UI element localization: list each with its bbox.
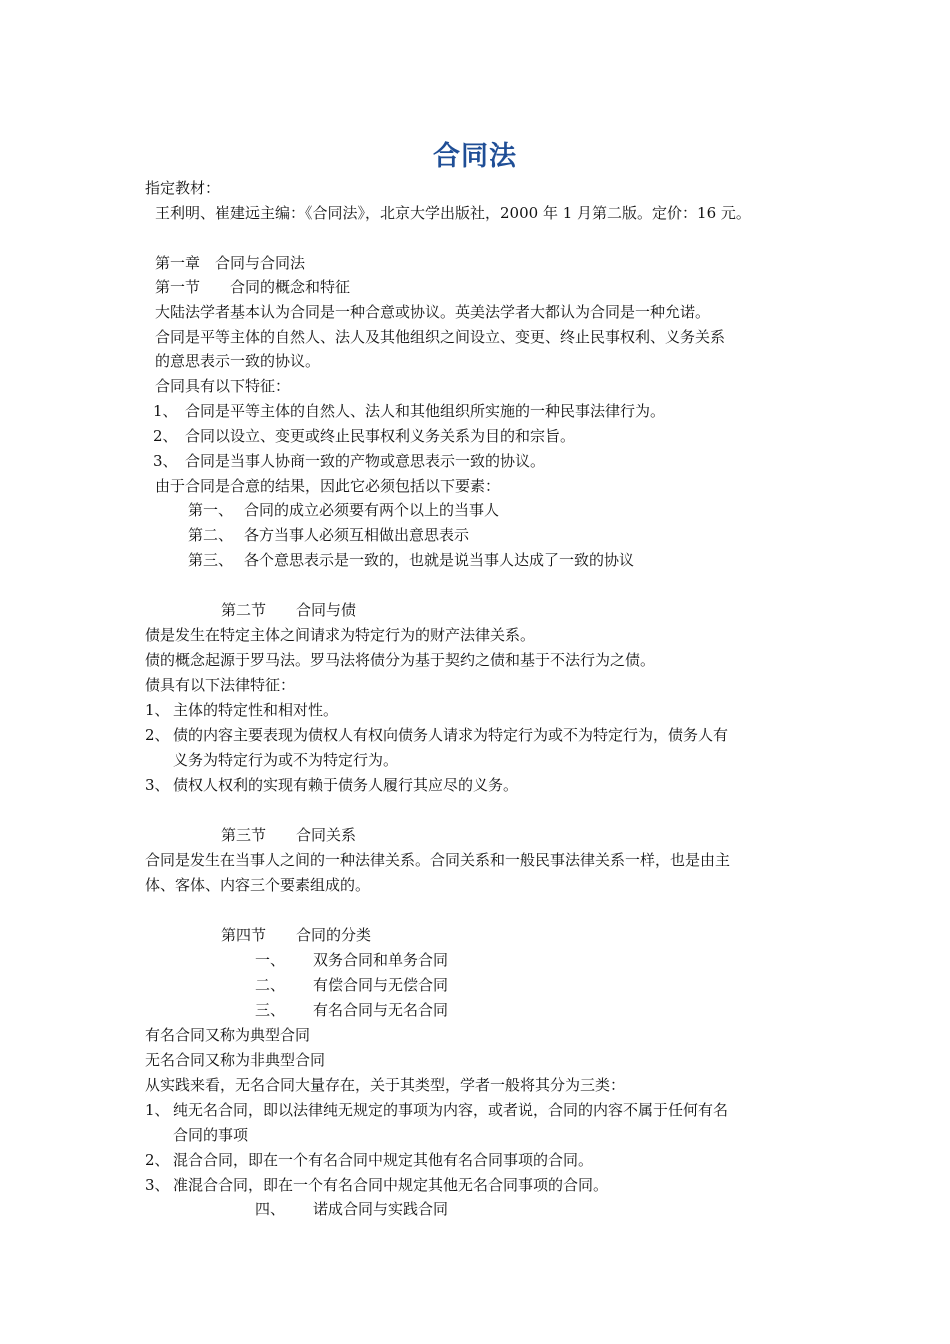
list-number: 一、: [255, 951, 286, 969]
list-number: 1、: [145, 701, 170, 719]
list-text: 纯无名合同，即以法律纯无规定的事项为内容，或者说，合同的内容不属于任何有名: [173, 1101, 729, 1119]
list-text: 准混合合同，即在一个有名合同中规定其他无名合同事项的合同。: [173, 1176, 609, 1194]
section2-paragraph-1: 债是发生在特定主体之间请求为特定行为的财产法律关系。: [145, 626, 536, 644]
list-number: 第二、: [188, 526, 234, 544]
list-number: 3、: [145, 1176, 170, 1194]
textbook-citation: 王利明、崔建远主编：《合同法》，北京大学出版社，2000 年 1 月第二版。定价：16 元。: [155, 204, 751, 222]
section2-heading: 第二节 合同与债: [221, 601, 357, 619]
list-number: 3、: [153, 452, 178, 470]
list-number: 2、: [145, 1151, 170, 1169]
section2-paragraph-2: 债的概念起源于罗马法。罗马法将债分为基于契约之债和基于不法行为之债。: [145, 651, 656, 669]
list-text: 各方当事人必须互相做出意思表示: [244, 526, 470, 544]
list-number: 第三、: [188, 551, 234, 569]
list-text: 债权人权利的实现有赖于债务人履行其应尽的义务。: [173, 776, 519, 794]
section1-paragraph-1: 大陆法学者基本认为合同是一种合意或协议。英美法学者大都认为合同是一种允诺。: [155, 303, 711, 321]
list-text: 主体的特定性和相对性。: [173, 701, 339, 719]
list-number: 二、: [255, 976, 286, 994]
list-number: 2、: [145, 726, 170, 744]
section4-paragraph-1: 有名合同又称为典型合同: [145, 1026, 311, 1044]
section1-heading: 第一节 合同的概念和特征: [155, 278, 351, 296]
list-number: 四、: [255, 1200, 286, 1218]
list-number: 1、: [153, 402, 178, 420]
list-continuation: 义务为特定行为或不为特定行为。: [173, 751, 399, 769]
list-number: 3、: [145, 776, 170, 794]
list-number: 三、: [255, 1001, 286, 1019]
list-text: 诺成合同与实践合同: [313, 1200, 449, 1218]
chapter-heading: 第一章 合同与合同法: [155, 254, 306, 272]
textbook-label: 指定教材：: [145, 179, 221, 197]
section1-paragraph-2-line2: 的意思表示一致的协议。: [155, 352, 321, 370]
list-text: 有偿合同与无偿合同: [313, 976, 449, 994]
section2-features-intro: 债具有以下法律特征：: [145, 676, 296, 694]
section3-heading: 第三节 合同关系: [221, 826, 357, 844]
list-text: 合同的成立必须要有两个以上的当事人: [244, 501, 500, 519]
list-text: 合同是平等主体的自然人、法人和其他组织所实施的一种民事法律行为。: [185, 402, 666, 420]
list-continuation: 合同的事项: [173, 1126, 249, 1144]
features-intro: 合同具有以下特征：: [155, 377, 291, 395]
list-number: 2、: [153, 427, 178, 445]
list-text: 债的内容主要表现为债权人有权向债务人请求为特定行为或不为特定行为，债务人有: [173, 726, 729, 744]
list-text: 合同以设立、变更或终止民事权利义务关系为目的和宗旨。: [185, 427, 576, 445]
list-number: 第一、: [188, 501, 234, 519]
section1-paragraph-2-line1: 合同是平等主体的自然人、法人及其他组织之间设立、变更、终止民事权利、义务关系: [155, 328, 726, 346]
list-text: 有名合同与无名合同: [313, 1001, 449, 1019]
section4-paragraph-2: 无名合同又称为非典型合同: [145, 1051, 326, 1069]
list-text: 混合合同，即在一个有名合同中规定其他有名合同事项的合同。: [173, 1151, 594, 1169]
section3-paragraph-line1: 合同是发生在当事人之间的一种法律关系。合同关系和一般民事法律关系一样，也是由主: [145, 851, 731, 869]
section4-paragraph-3: 从实践来看，无名合同大量存在，关于其类型，学者一般将其分为三类：: [145, 1076, 626, 1094]
list-text: 合同是当事人协商一致的产物或意思表示一致的协议。: [185, 452, 546, 470]
document-title: 合同法: [433, 141, 517, 172]
section4-heading: 第四节 合同的分类: [221, 926, 372, 944]
list-text: 各个意思表示是一致的，也就是说当事人达成了一致的协议: [244, 551, 635, 569]
list-text: 双务合同和单务合同: [313, 951, 449, 969]
elements-intro: 由于合同是合意的结果，因此它必须包括以下要素：: [155, 477, 501, 495]
list-number: 1、: [145, 1101, 170, 1119]
section3-paragraph-line2: 体、客体、内容三个要素组成的。: [145, 876, 371, 894]
